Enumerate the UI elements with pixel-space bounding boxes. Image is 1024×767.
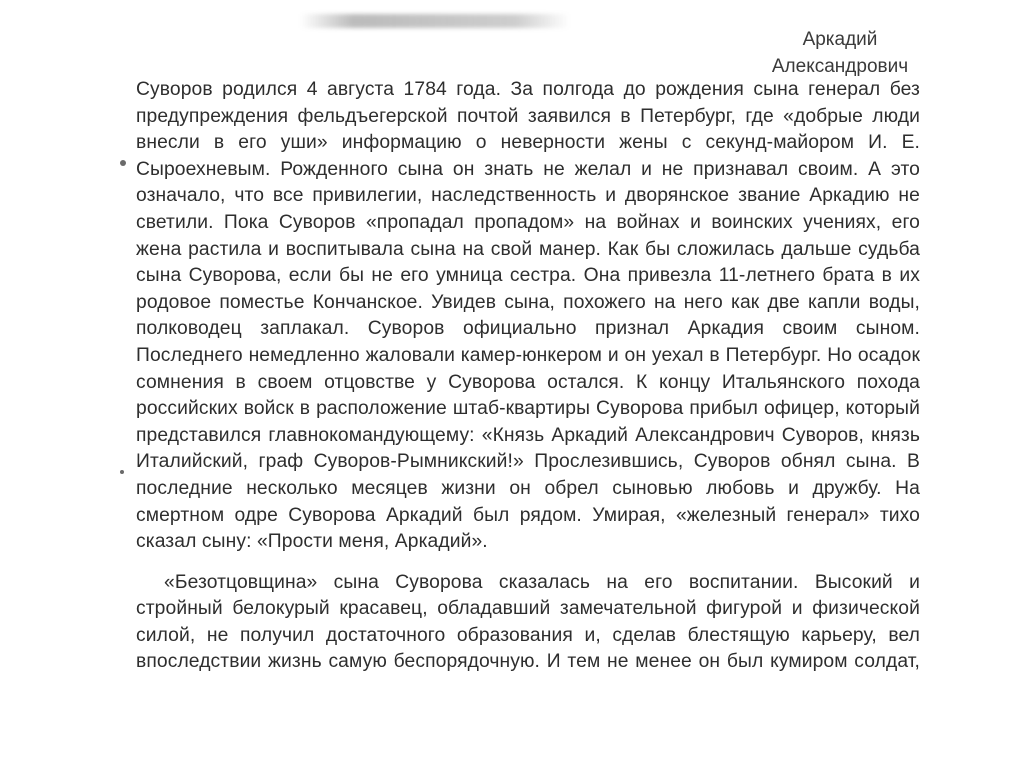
text-line: стройный белокурый красавец, обладавший замечательной фигурой и физической (136, 598, 920, 620)
text-line: жена растила и воспитывала сына на свой манер. Как бы сложилась дальше судьба (136, 238, 920, 260)
text-line: силой, не получил достаточного образования и, сделав блестящую карьеру, вел (136, 624, 920, 646)
paragraph-2 (136, 570, 920, 676)
text-line: последние несколько месяцев жизни он обрел сыновью любовь и дружбу. На (136, 477, 920, 499)
text-line: «Безотцовщина» сына Суворова сказалась на его воспитании. Высокий и (164, 571, 920, 593)
scan-speck (120, 470, 124, 474)
text-line: сына Суворова, если бы не его умница сестра. Она привезла 11-летнего брата в их (136, 265, 920, 287)
text-line: предупреждения фельдъегерской почтой заявился в Петербург, где «добрые люди (136, 105, 920, 127)
text-line: Сыроехневым. Рожденного сына он знать не желал и не признавал своим. А это (136, 158, 920, 180)
author-first-name: Аркадий (802, 29, 878, 50)
document-body (136, 77, 920, 676)
author-patronymic: Александрович (771, 56, 909, 77)
author-name-block (740, 26, 940, 80)
text-line: сказал сыну: «Прости меня, Аркадий». (136, 531, 488, 553)
text-line: родовое поместье Кончанское. Увидев сына, похожего на него как две капли воды, (136, 291, 920, 313)
text-line: сомнения в своем отцовстве у Суворова остался. К концу Итальянского похода (136, 371, 920, 393)
paragraph-1 (136, 77, 920, 556)
text-line: означало, что все привилегии, наследственность и дворянское звание Аркадию не (136, 185, 920, 207)
text-line: смертном одре Суворова Аркадий был рядом. Умирая, «железный генерал» тихо (136, 504, 920, 526)
scan-artifact-header (300, 14, 570, 28)
text-line: светили. Пока Суворов «пропадал пропадом» на войнах и воинских учениях, его (136, 211, 920, 233)
text-line: полководец заплакал. Суворов официально признал Аркадия своим сыном. (136, 318, 920, 340)
text-line: представился главнокомандующему: «Князь Аркадий Александрович Суворов, князь (136, 424, 920, 446)
text-line: Суворов родился 4 августа 1784 года. За полгода до рождения сына генерал без (136, 79, 920, 100)
text-line: Италийский, граф Суворов-Рымникский!» Прослезившись, Суворов обнял сына. В (136, 451, 920, 473)
scan-speck (120, 160, 126, 166)
text-line: внесли в его уши» информацию о неверности жены с секунд-майором И. Е. (136, 132, 920, 154)
text-line: впоследствии жизнь самую беспорядочную. И тем не менее он был кумиром солдат, (136, 651, 920, 673)
text-line: российских войск в расположение штаб-квартиры Суворова прибыл офицер, который (136, 398, 920, 420)
text-line: Последнего немедленно жаловали камер-юнкером и он уехал в Петербург. Но осадок (136, 344, 920, 366)
paragraph-gap (136, 556, 920, 570)
